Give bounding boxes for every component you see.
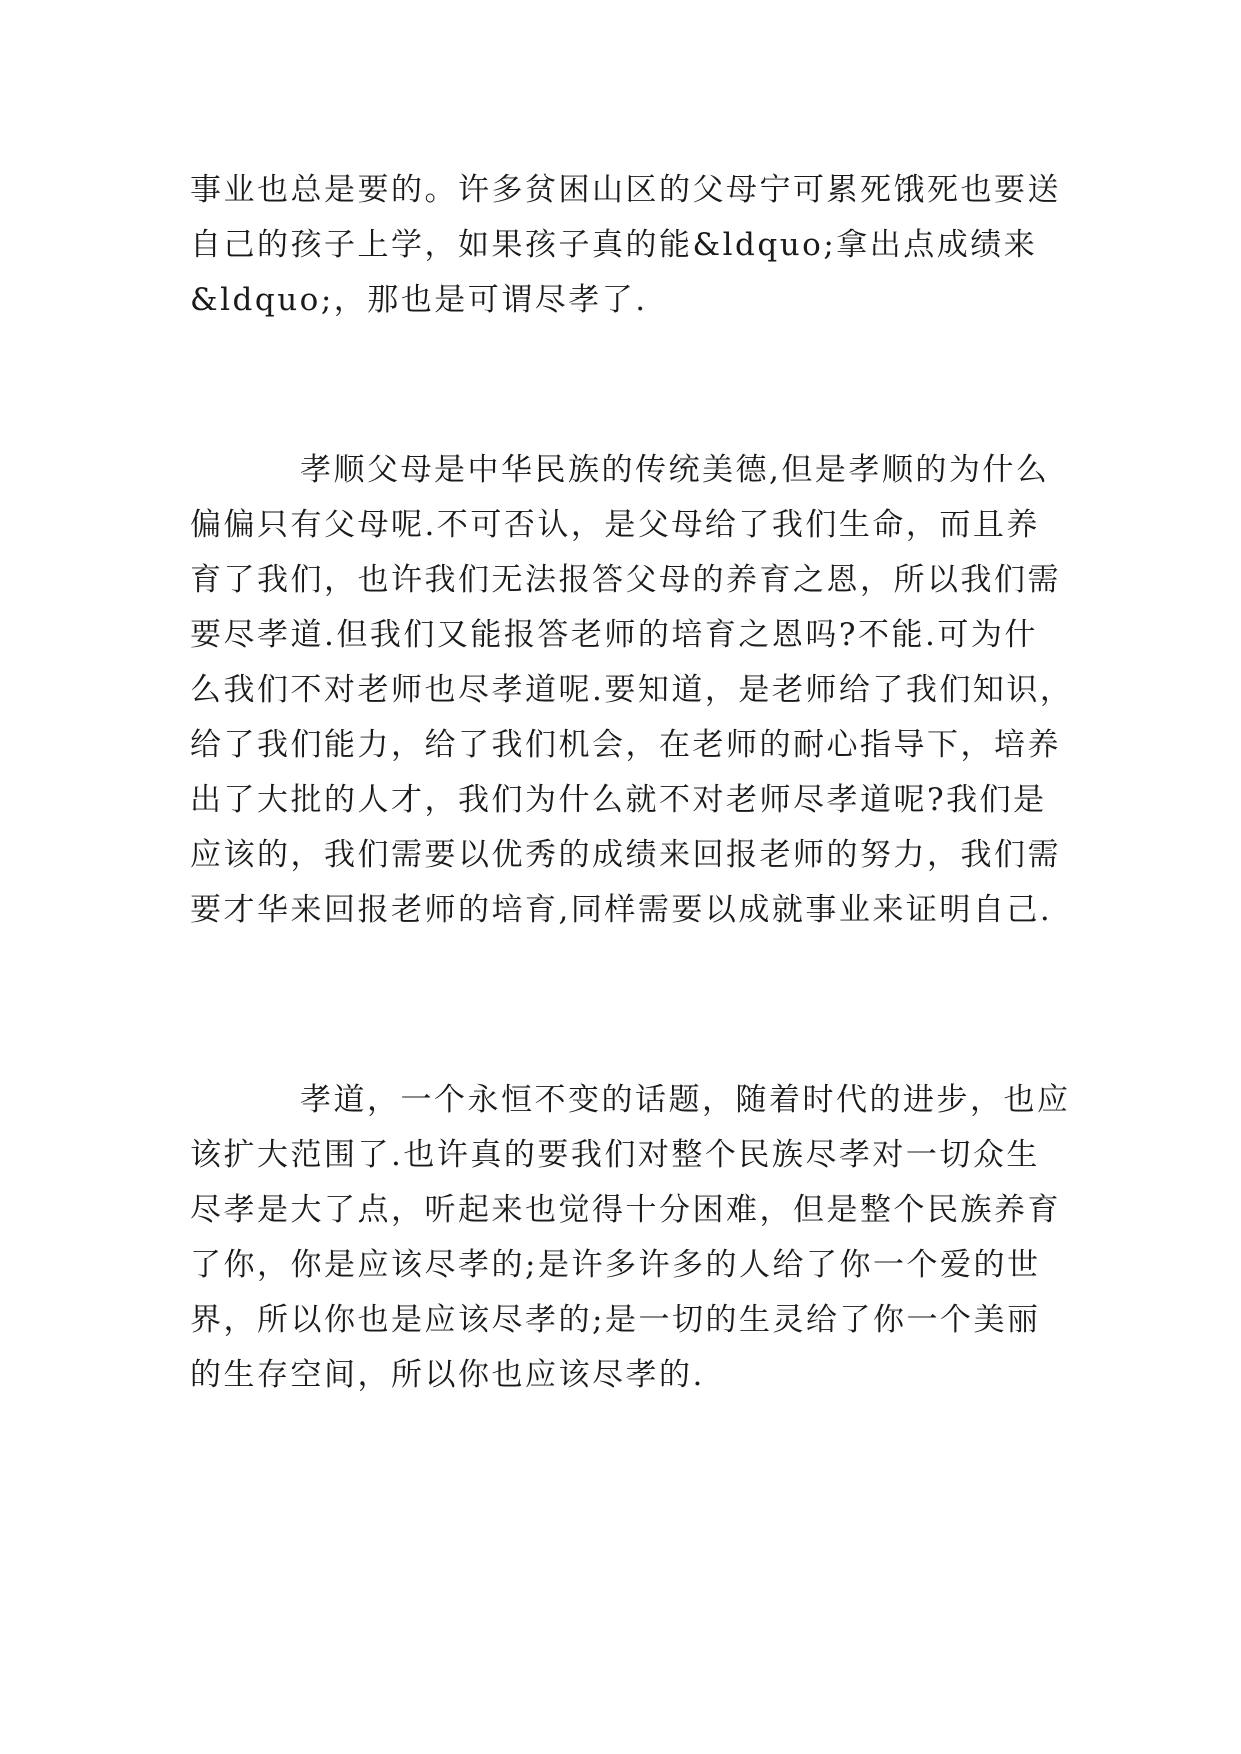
paragraph-2-line-9: 要才华来回报老师的培育,同样需要以成就事业来证明自己.: [190, 892, 1053, 928]
paragraph-2-line-4: 要尽孝道.但我们又能报答老师的培育之恩吗?不能.可为什: [190, 617, 1038, 653]
paragraph-3-line-4: 了你，你是应该尽孝的;是许多许多的人给了你一个爱的世: [190, 1247, 1041, 1283]
paragraph-2-line-7: 出了大批的人才，我们为什么就不对老师尽孝道呢?我们是: [190, 782, 1047, 818]
paragraph-2-line-6: 给了我们能力，给了我们机会，在老师的耐心指导下，培养: [190, 727, 1061, 763]
paragraph-2-line-1: 孝顺父母是中华民族的传统美德,但是孝顺的为什么: [300, 452, 1050, 488]
paragraph-3-line-3: 尽孝是大了点，听起来也觉得十分困难，但是整个民族养育: [190, 1192, 1061, 1228]
paragraph-3-line-6: 的生存空间，所以你也应该尽孝的.: [190, 1357, 705, 1393]
paragraph-1-line-3: &ldquo;，那也是可谓尽孝了.: [190, 282, 648, 318]
paragraph-2-line-5: 么我们不对老师也尽孝道呢.要知道，是老师给了我们知识，: [190, 672, 1074, 708]
paragraph-1-line-1: 事业也总是要的。许多贫困山区的父母宁可累死饿死也要送: [190, 172, 1061, 208]
paragraph-3-line-5: 界，所以你也是应该尽孝的;是一切的生灵给了你一个美丽: [190, 1302, 1041, 1338]
paragraph-2-line-3: 育了我们，也许我们无法报答父母的养育之恩，所以我们需: [190, 562, 1061, 598]
paragraph-3-line-1: 孝道，一个永恒不变的话题，随着时代的进步，也应: [300, 1082, 1071, 1118]
paragraph-2-line-2: 偏偏只有父母呢.不可否认，是父母给了我们生命，而且养: [190, 507, 1040, 543]
paragraph-1-line-2: 自己的孩子上学，如果孩子真的能&ldquo;拿出点成绩来: [190, 227, 1038, 263]
paragraph-3-line-2: 该扩大范围了.也许真的要我们对整个民族尽孝对一切众生: [190, 1137, 1040, 1173]
paragraph-2-line-8: 应该的，我们需要以优秀的成绩来回报老师的努力，我们需: [190, 837, 1061, 873]
